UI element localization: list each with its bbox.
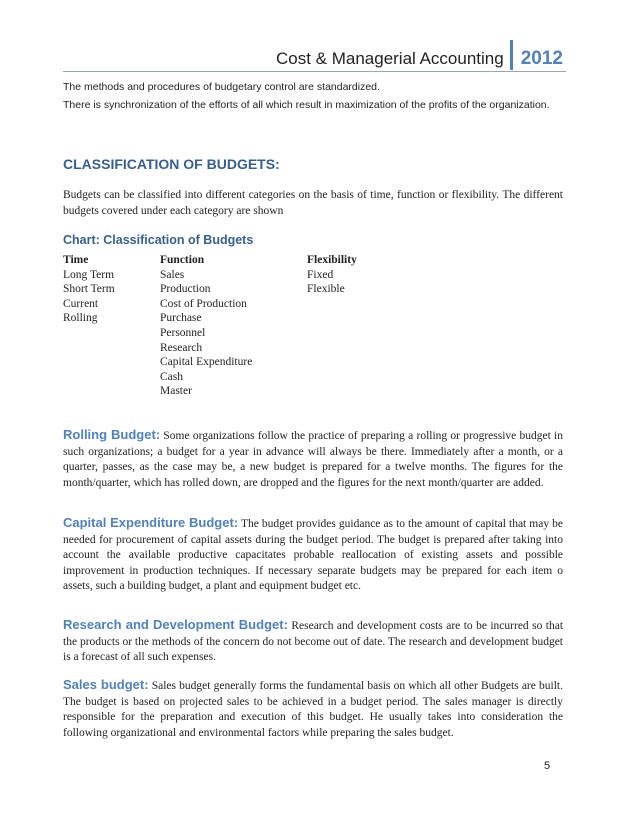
function-column-header: Function bbox=[160, 254, 205, 266]
list-item: Production bbox=[160, 283, 211, 296]
list-item: Personnel bbox=[160, 326, 206, 339]
list-item: Flexible bbox=[307, 283, 345, 296]
list-item: Research bbox=[160, 341, 203, 354]
capital-expenditure-text: The budget provides guidance as to the amount of capital that may be needed for procurement of capital assets during the budget period. The budget is prepared after taking into account the available productive capacitates probable reallocation of existing assets and possible improvement in production techniques. If necessary separate budgets may be prepared for each item o assets, such a building budget, a plant and equipment budget etc. bbox=[63, 518, 563, 592]
page-header bbox=[276, 40, 563, 70]
intro-line-1: The methods and procedures of budgetary control are standardized. bbox=[63, 81, 380, 93]
list-item: Short Term bbox=[63, 283, 115, 296]
intro-line-2: There is synchronization of the efforts of all which result in maximization of the profits of the organization. bbox=[63, 99, 550, 111]
time-column bbox=[63, 253, 115, 326]
research-development-heading: Research and Development Budget: bbox=[63, 617, 288, 632]
list-item: Cost of Production bbox=[160, 297, 247, 310]
list-item: Sales bbox=[160, 268, 185, 281]
header-title: Cost & Managerial Accounting bbox=[275, 49, 504, 68]
header-divider bbox=[510, 40, 513, 70]
sales-budget-text: Sales budget generally forms the fundamental basis on which all other Budgets are built. The budget is based on projected sales to be achieved in a budget period. The sales manager is directly responsible for the preparation and execution of this budget. He usually takes into consideration the following organizational and environmental factors while preparing the sales budget. bbox=[63, 680, 563, 739]
classification-paragraph bbox=[63, 188, 563, 219]
list-item: Cash bbox=[160, 370, 183, 383]
list-item: Current bbox=[63, 297, 99, 310]
list-item: Capital Expenditure bbox=[160, 356, 253, 369]
flexibility-column bbox=[307, 253, 357, 297]
classification-text: Budgets can be classified into different categories on the basis of time, function or flexibility. The different budgets covered under each category are shown bbox=[63, 189, 563, 217]
classification-heading: CLASSIFICATION OF BUDGETS: bbox=[63, 156, 280, 172]
capital-expenditure-paragraph bbox=[63, 515, 563, 595]
list-item: Purchase bbox=[160, 312, 202, 325]
research-development-paragraph bbox=[63, 617, 563, 666]
rolling-budget-text: Some organizations follow the practice of preparing a rolling or progressive budget in such organizations; a budget for a year in advance will always be there. Immediately after a month, or a quarter, passes, as the case may be, a new budget is prepared for a twelve months. The figures for the month/quarter, which has rolled down, are dropped and the figures for the next month/quarter are added. bbox=[63, 430, 563, 489]
list-item: Fixed bbox=[307, 268, 334, 281]
time-column-header: Time bbox=[63, 254, 89, 266]
list-item: Long Term bbox=[63, 268, 115, 281]
rolling-budget-heading: Rolling Budget: bbox=[63, 427, 161, 442]
chart-title: Chart: Classification of Budgets bbox=[63, 233, 254, 247]
intro-text bbox=[63, 78, 563, 114]
flexibility-column-header: Flexibility bbox=[307, 254, 357, 266]
sales-budget-paragraph bbox=[63, 677, 563, 741]
page-number: 5 bbox=[544, 760, 551, 772]
header-rule bbox=[63, 71, 566, 72]
rolling-budget-paragraph bbox=[63, 427, 563, 491]
research-development-text: Research and development costs are to be incurred so that the products or the methods of the concern do not become out of date. The research and development budget is a forecast of all such expenses. bbox=[63, 620, 564, 663]
function-column bbox=[160, 253, 252, 399]
list-item: Rolling bbox=[63, 312, 98, 325]
capital-expenditure-heading: Capital Expenditure Budget: bbox=[63, 515, 239, 530]
sales-budget-heading: Sales budget: bbox=[63, 677, 149, 692]
list-item: Master bbox=[160, 385, 192, 398]
header-year: 2012 bbox=[520, 48, 563, 69]
